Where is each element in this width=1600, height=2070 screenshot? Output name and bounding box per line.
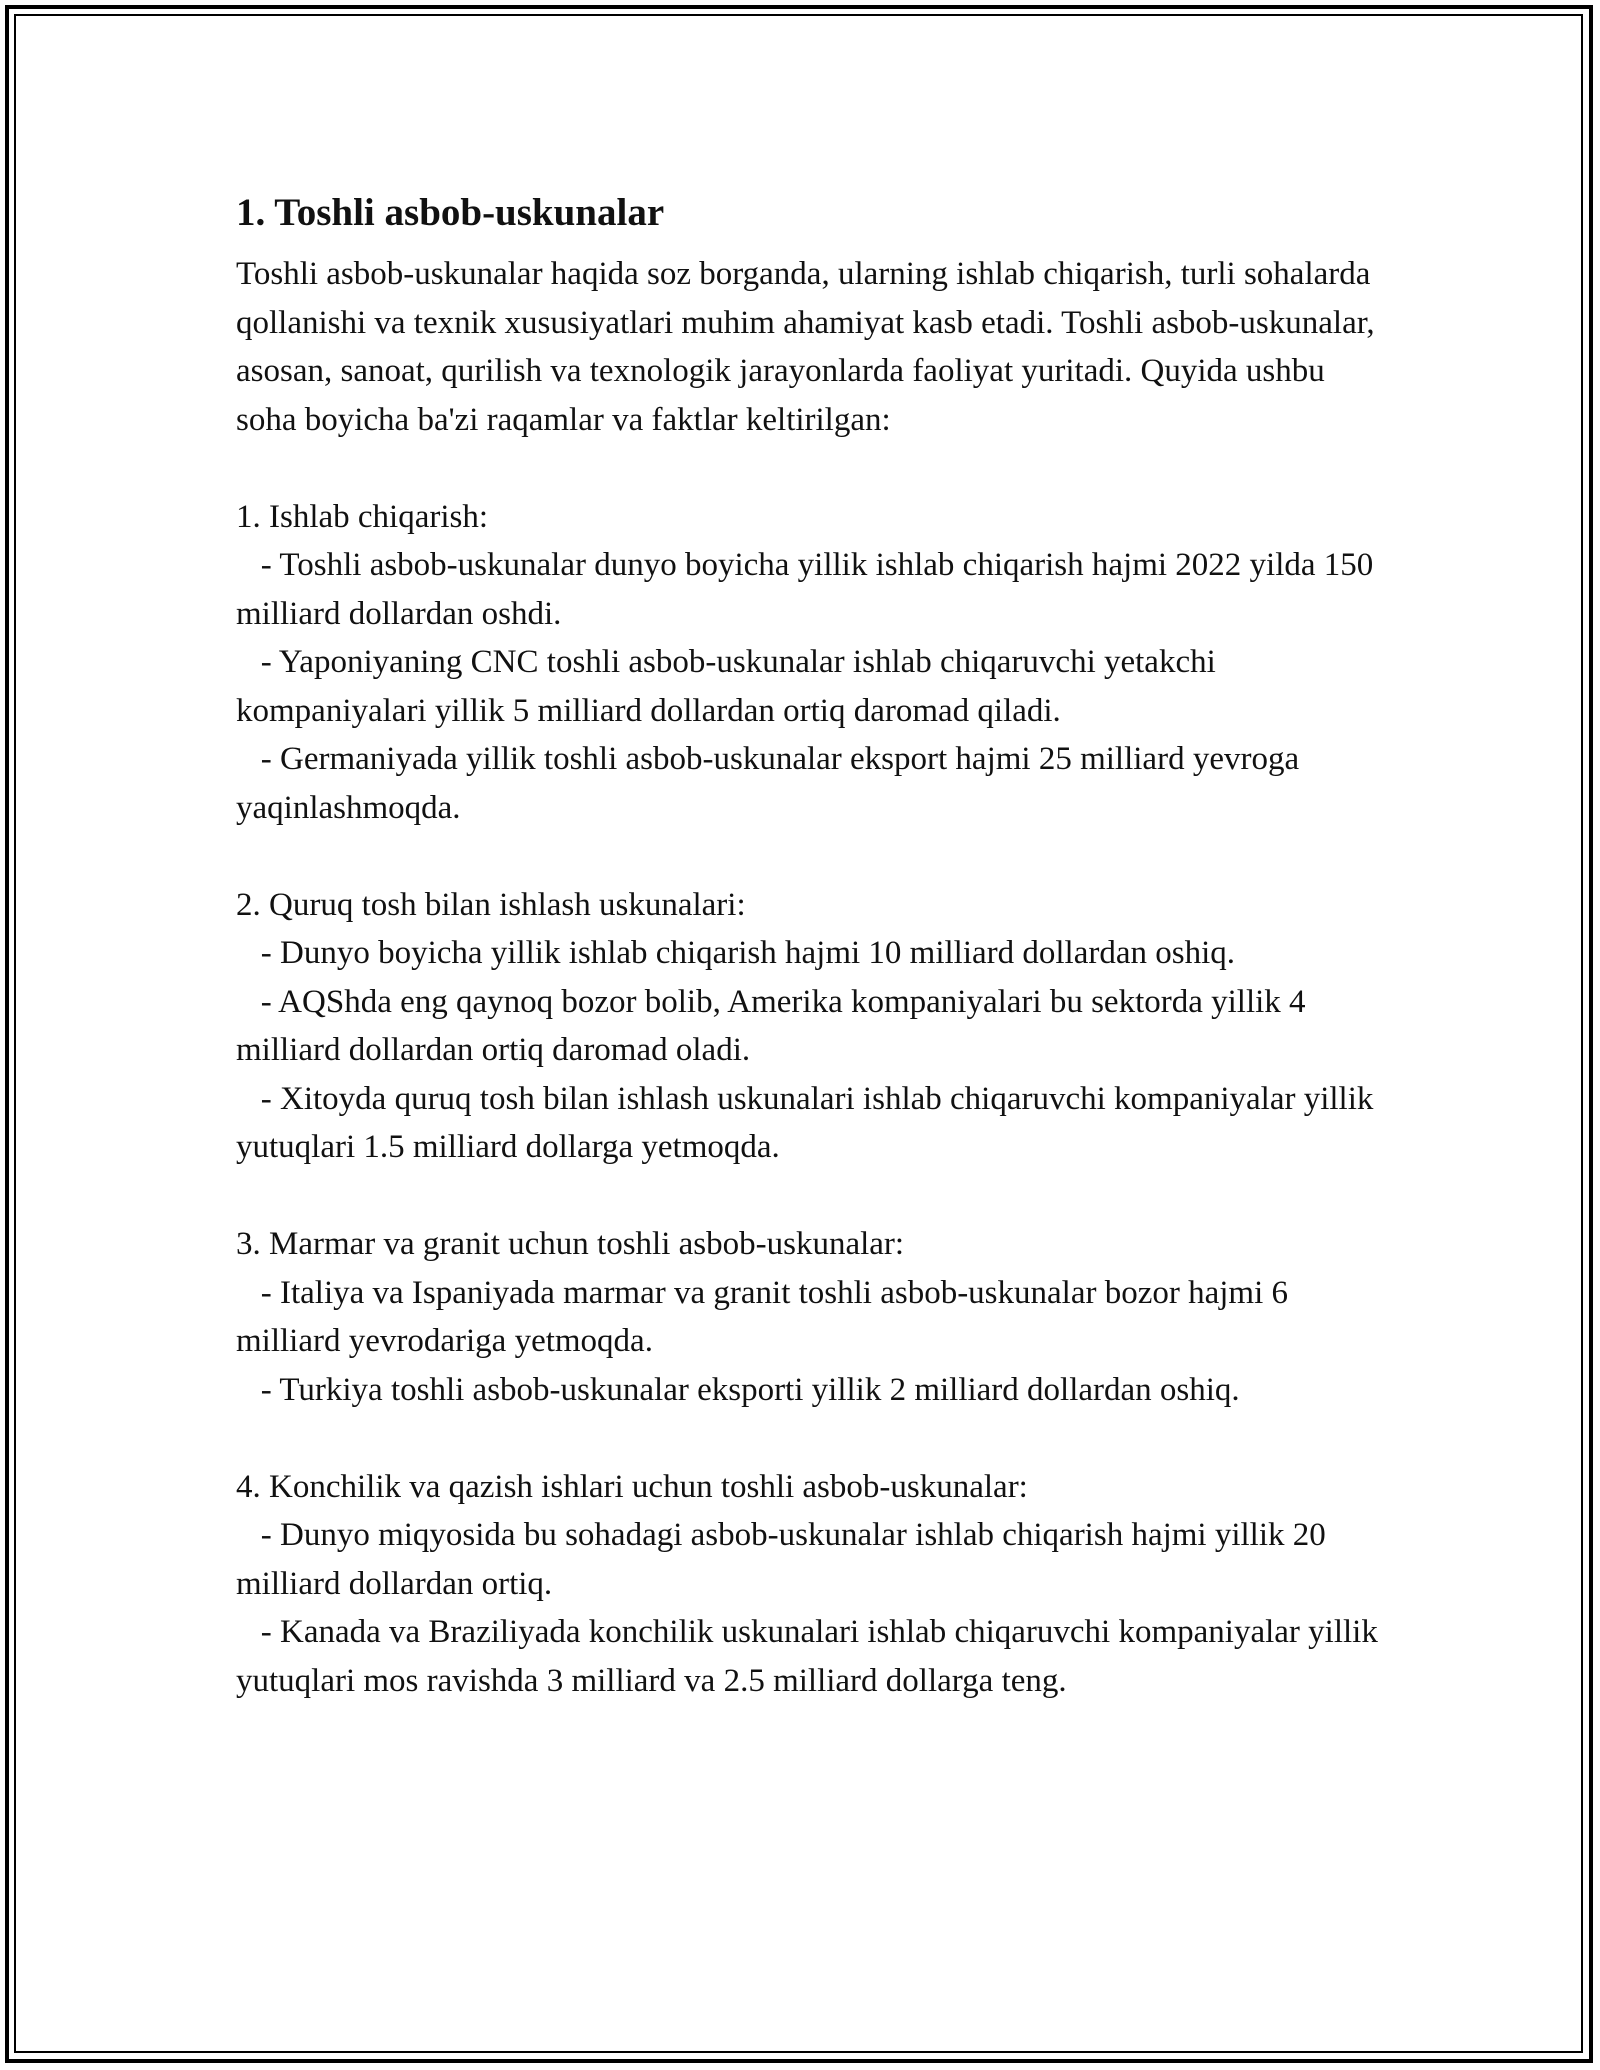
section-mining (236, 1463, 1386, 1706)
section-title: 3. Marmar va granit uchun toshli asbob-uskunalar: (236, 1226, 905, 1262)
section-title: 4. Konchilik va qazish ishlari uchun toshli asbob-uskunalar: (236, 1468, 1028, 1505)
list-item: - Turkiya toshli asbob-uskunalar eksporti yillik 2 milliard dollardan oshiq. (236, 1371, 1240, 1408)
document-body (236, 186, 1386, 1705)
list-item: - Italiya va Ispaniyada marmar va granit toshli asbob-uskunalar bozor hajmi 6 milliard yevrodariga yetmoqda. (236, 1274, 1289, 1359)
list-item: - Dunyo miqyosida bu sohadagi asbob-uskunalar ishlab chiqarish hajmi yillik 20 milliard dollardan ortiq. (236, 1517, 1326, 1602)
section-title: 2. Quruq tosh bilan ishlash uskunalari: (236, 886, 746, 923)
list-item: - Yaponiyaning CNC toshli asbob-uskunalar ishlab chiqaruvchi yetakchi kompaniyalari yillik 5 milliard dollardan ortiq daromad qiladi. (236, 644, 1216, 729)
section-title: 1. Ishlab chiqarish: (236, 498, 489, 535)
list-item: - Toshli asbob-uskunalar dunyo boyicha yillik ishlab chiqarish hajmi 2022 yilda 150 milliard dollardan oshdi. (236, 547, 1374, 632)
list-item: - Dunyo boyicha yillik ishlab chiqarish hajmi 10 milliard dollardan oshiq. (236, 935, 1236, 971)
list-item: - AQShda eng qaynoq bozor bolib, Amerika kompaniyalari bu sektorda yillik 4 milliard dollardan ortiq daromad oladi. (236, 983, 1306, 1068)
list-item: - Xitoyda quruq tosh bilan ishlash uskunalari ishlab chiqaruvchi kompaniyalar yillik yutuqlari 1.5 milliard dollarga yetmoqda. (236, 1080, 1374, 1165)
list-item: - Kanada va Braziliyada konchilik uskunalari ishlab chiqaruvchi kompaniyalar yillik yutuqlari mos ravishda 3 milliard va 2.5 milliard dollarga teng. (236, 1614, 1378, 1699)
section-production (236, 493, 1386, 833)
section-dry-stone (236, 881, 1386, 1172)
list-item: - Germaniyada yillik toshli asbob-uskunalar eksport hajmi 25 milliard yevroga yaqinlashmoqda. (236, 741, 1300, 826)
section-marble-granite (236, 1220, 1386, 1414)
intro-paragraph: Toshli asbob-uskunalar haqida soz borganda, ularning ishlab chiqarish, turli sohalarda qollanishi va texnik xususiyatlari muhim ahamiyat kasb etadi. Toshli asbob-uskunalar, asosan, sanoat, qurilish va texnologik jarayonlarda faoliyat yuritadi. Quyida ushbu soha boyicha ba'zi raqamlar va faktlar keltirilgan: (236, 256, 1375, 438)
document-heading: 1. Toshli asbob-uskunalar (236, 191, 665, 234)
